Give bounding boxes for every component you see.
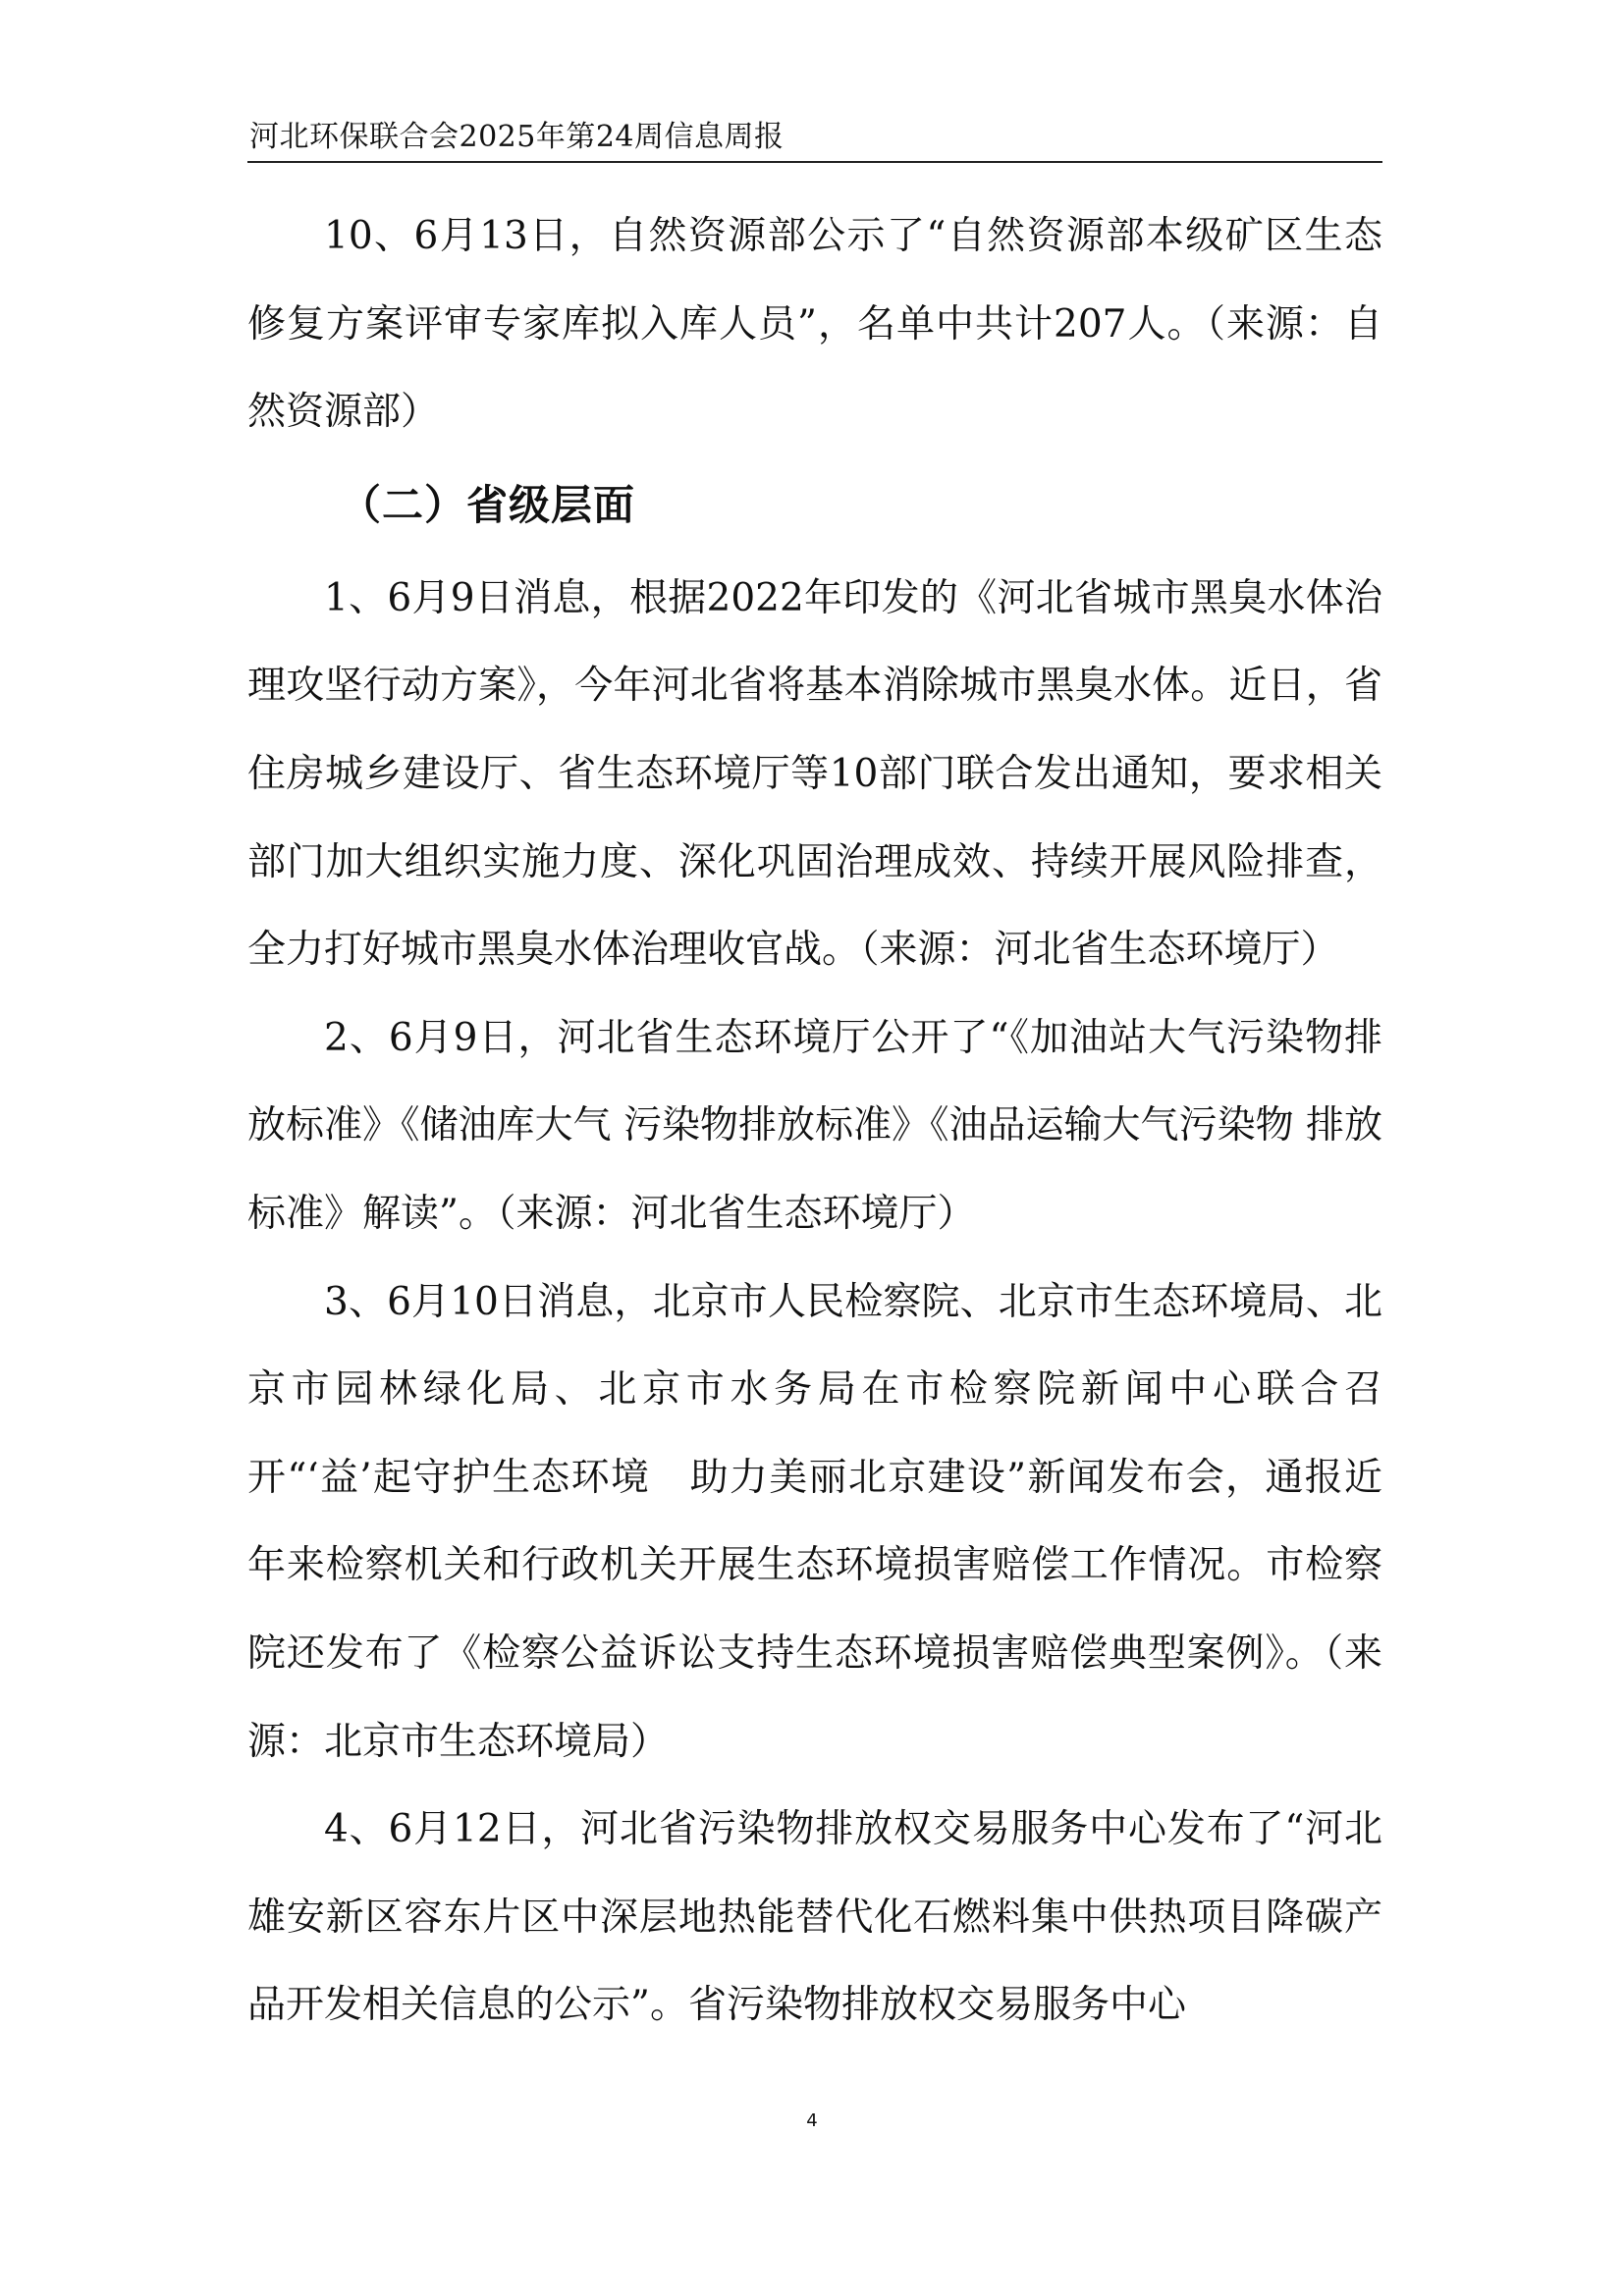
paragraph-item-4: 4、6月12日，河北省污染物排放权交易服务中心发布了“河北雄安新区容东片区中深层地热能替代化石燃料集中供热项目降碳产品开发相关信息的公示”。省污染物排放权交易服务中心 [247,1807,1382,2028]
page-header [247,112,1382,163]
paragraph-item-1: 1、6月9日消息，根据2022年印发的《河北省城市黑臭水体治理攻坚行动方案》，今年河北省将基本消除城市黑臭水体。近日，省住房城乡建设厅、省生态环境厅等10部门联合发出通知，要求相关部门加大组织实施力度、深化巩固治理成效、持续开展风险排查，全力打好城市黑臭水体治理收官战。（来源：河北省生态环境厅） [247,575,1382,973]
section-heading-provincial: （二）省级层面 [340,480,636,529]
document-body [247,192,1382,2050]
paragraph-item-3: 3、6月10日消息，北京市人民检察院、北京市生态环境局、北京市园林绿化局、北京市水务局在市检察院新闻中心联合召开“‘益’起守护生态环境 助力美丽北京建设”新闻发布会，通报近年来检察机关和行政机关开展生态环境损害赔偿工作情况。市检察院还发布了《检察公益诉讼支持生态环境损害赔偿典型案例》。（来源：北京市生态环境局） [247,1279,1382,1764]
page-number: 4 [806,2110,818,2131]
paragraph-item-10: 10、6月13日，自然资源部公示了“自然资源部本级矿区生态修复方案评审专家库拟入库人员”，名单中共计207人。（来源：自然资源部） [247,214,1382,435]
paragraph-item-2: 2、6月9日，河北省生态环境厅公开了“《加油站大气污染物排放标准》《储油库大气 污染物排放标准》《油品运输大气污染物 排放标准》解读”。（来源：河北省生态环境厅） [247,1015,1382,1236]
header-title: 河北环保联合会2025年第24周信息周报 [249,120,785,154]
